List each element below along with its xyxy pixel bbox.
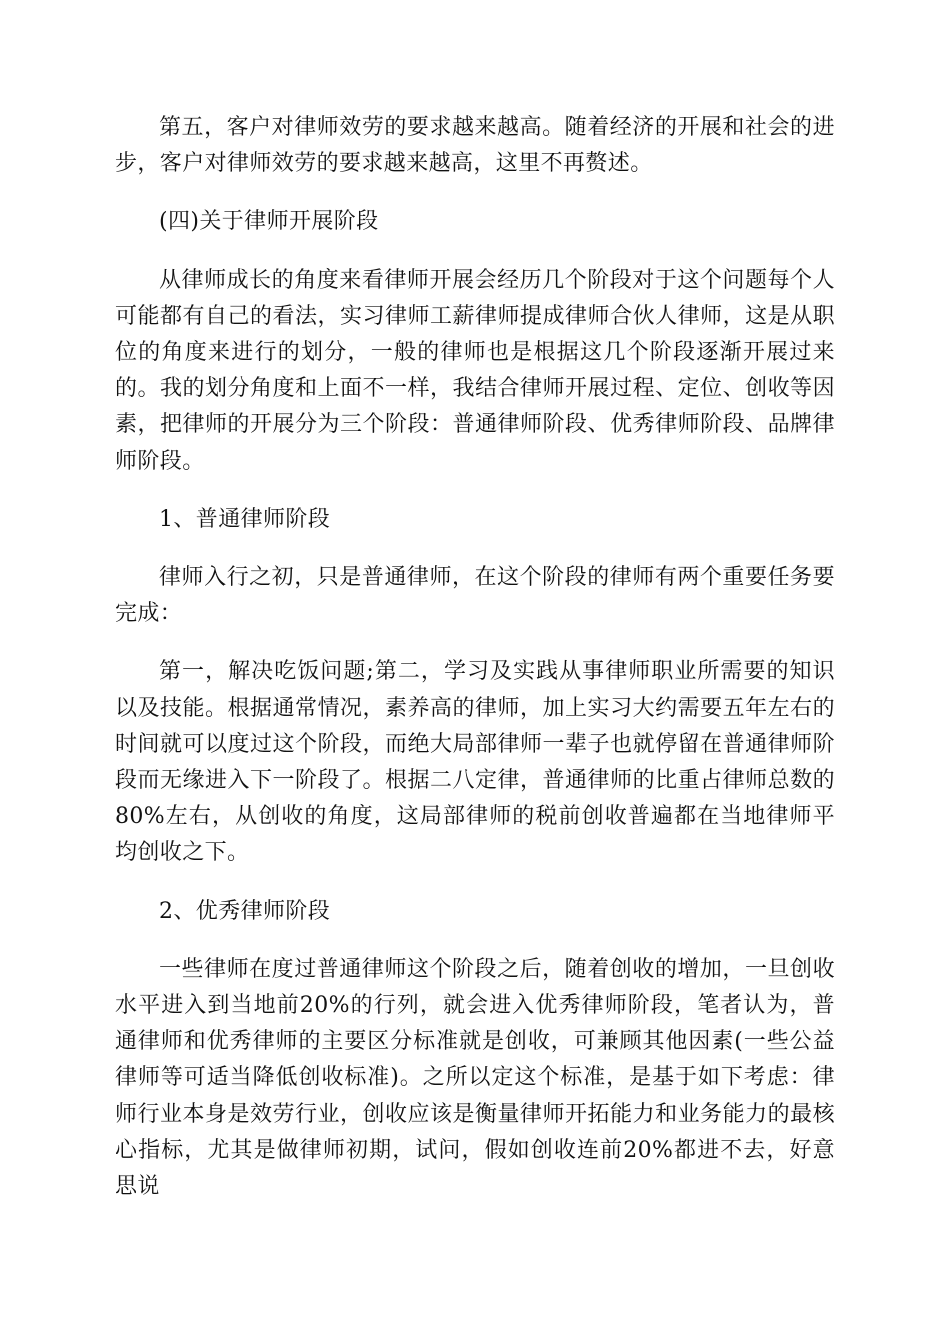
paragraph: 第五，客户对律师效劳的要求越来越高。随着经济的开展和社会的进步，客户对律师效劳的要求越来越高，这里不再赘述。 <box>115 115 835 177</box>
section-heading: 2、优秀律师阶段 <box>159 898 331 924</box>
paragraph: 从律师成长的角度来看律师开展会经历几个阶段对于这个问题每个人可能都有自己的看法，实习律师工薪律师提成律师合伙人律师，这是从职位的角度来进行的划分，一般的律师也是根据这几个阶段逐渐开展过来的。我的划分角度和上面不一样，我结合律师开展过程、定位、创收等因素，把律师的开展分为三个阶段：普通律师阶段、优秀律师阶段、品牌律师阶段。 <box>115 267 835 474</box>
section-heading: 1、普通律师阶段 <box>159 506 331 532</box>
paragraph: 第一，解决吃饭问题;第二，学习及实践从事律师职业所需要的知识以及技能。根据通常情况，素养高的律师，加上实习大约需要五年左右的时间就可以度过这个阶段，而绝大局部律师一辈子也就停留在普通律师阶段而无缘进入下一阶段了。根据二八定律，普通律师的比重占律师总数的80%左右，从创收的角度，这局部律师的税前创收普遍都在当地律师平均创收之下。 <box>115 659 835 866</box>
paragraph: 律师入行之初，只是普通律师，在这个阶段的律师有两个重要任务要完成： <box>115 565 835 627</box>
document-page <box>115 110 835 1205</box>
paragraph: 一些律师在度过普通律师这个阶段之后，随着创收的增加，一旦创收水平进入到当地前20%的行列，就会进入优秀律师阶段，笔者认为，普通律师和优秀律师的主要区分标准就是创收，可兼顾其他因素(一些公益律师等可适当降低创收标准)。之所以定这个标准，是基于如下考虑：律师行业本身是效劳行业，创收应该是衡量律师开拓能力和业务能力的最核心指标，尤其是做律师初期，试问，假如创收连前20%都进不去，好意思说 <box>115 956 835 1200</box>
section-heading: (四)关于律师开展阶段 <box>159 209 379 235</box>
